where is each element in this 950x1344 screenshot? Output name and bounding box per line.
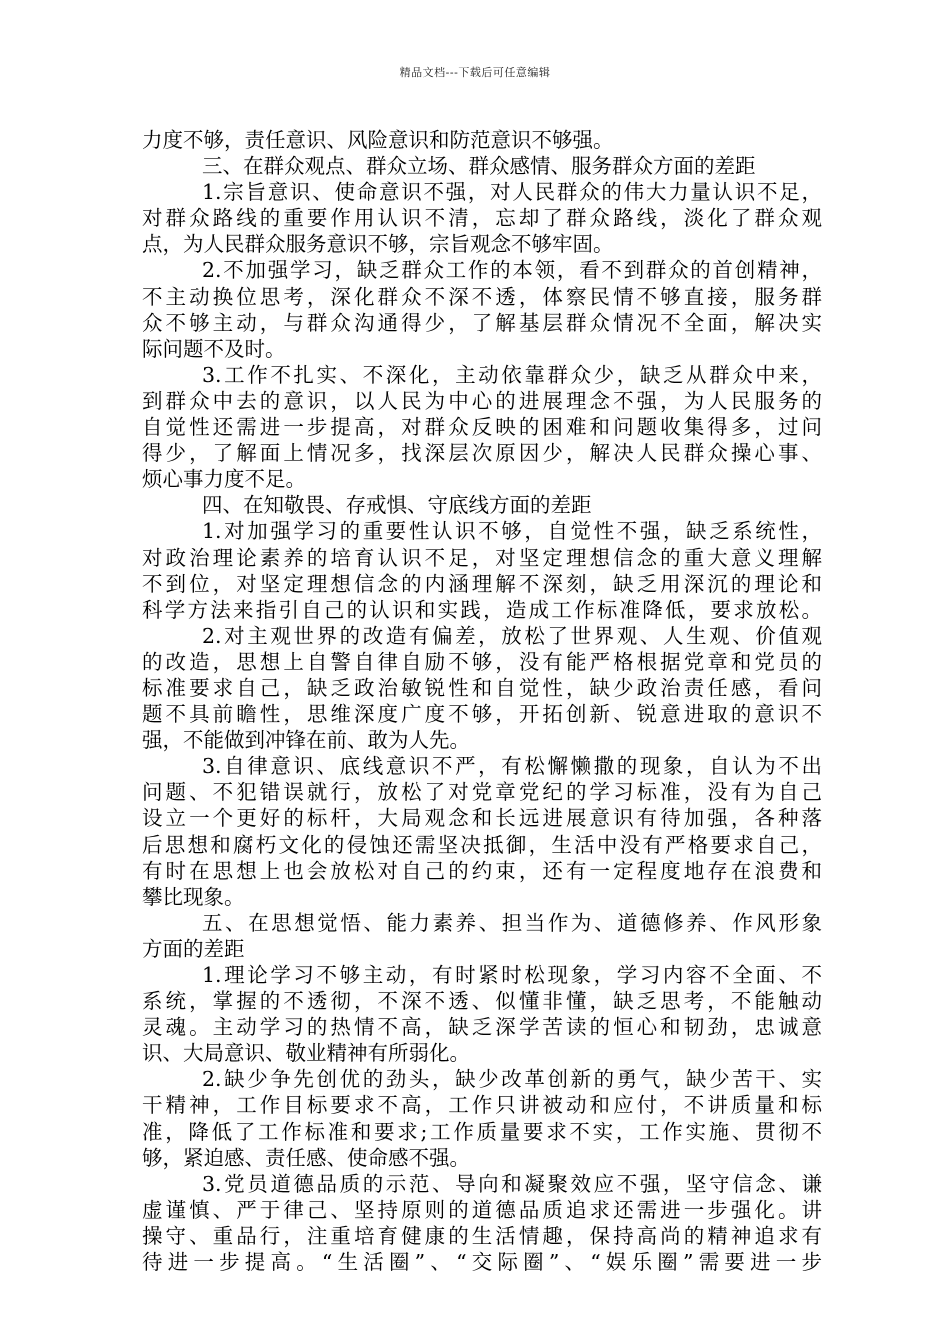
text-line: 3.工作不扎实、不深化，主动依靠群众少，缺乏从群众中来，	[202, 362, 822, 387]
text-line: 的改造，思想上自警自律自励不够，没有能严格根据党章和党员的	[142, 649, 822, 674]
text-line: 烦心事力度不足。	[142, 467, 306, 492]
text-line: 标准要求自己，缺乏政治敏锐性和自觉性，缺少政治责任感，看问	[142, 675, 822, 700]
text-line: 2.对主观世界的改造有偏差，放松了世界观、人生观、价值观	[202, 623, 822, 648]
page-header: 精品文档---下载后可任意编辑	[399, 66, 551, 79]
text-line: 四、在知敬畏、存戒惧、守底线方面的差距	[202, 493, 592, 518]
text-line: 际问题不及时。	[142, 336, 286, 361]
text-line: 系统，掌握的不透彻，不深不透、似懂非懂，缺乏思考，不能触动	[142, 989, 822, 1014]
text-line: 得少，了解面上情况多，找深层次原因少，解决人民群众操心事、	[142, 441, 822, 466]
text-line: 3.自律意识、底线意识不严，有松懈懒撒的现象，自认为不出	[202, 754, 822, 779]
text-line: 点，为人民群众服务意识不够，宗旨观念不够牢固。	[142, 232, 614, 257]
text-line: 自觉性还需进一步提高，对群众反映的困难和问题收集得多，过问	[142, 415, 822, 440]
text-line: 有时在思想上也会放松对自己的约束，还有一定程度地存在浪费和	[142, 858, 822, 883]
text-line: 不主动换位思考，深化群众不深不透，体察民情不够直接，服务群	[142, 284, 822, 309]
text-line: 对群众路线的重要作用认识不清，忘却了群众路线，淡化了群众观	[142, 206, 822, 231]
text-line: 攀比现象。	[142, 884, 245, 909]
text-line: 对政治理论素养的培育认识不足，对坚定理想信念的重大意义理解	[142, 545, 822, 570]
text-line: 方面的差距	[142, 936, 245, 961]
text-line: 题不具前瞻性，思维深度广度不够，开拓创新、锐意进取的意识不	[142, 702, 822, 727]
text-line: 准，降低了工作标准和要求;工作质量要求不实，工作实施、贯彻不	[142, 1119, 822, 1144]
text-line: 不到位，对坚定理想信念的内涵理解不深刻，缺乏用深沉的理论和	[142, 571, 822, 596]
text-line: 问题、不犯错误就行，放松了对党章党纪的学习标准，没有为自己	[142, 780, 822, 805]
text-line: 后思想和腐朽文化的侵蚀还需坚决抵御，生活中没有严格要求自己，	[142, 832, 822, 857]
text-line: 1.理论学习不够主动，有时紧时松现象，学习内容不全面、不	[202, 963, 822, 987]
text-line: 强，不能做到冲锋在前、敢为人先。	[142, 728, 470, 753]
text-line: 待进一步提高。“生活圈”、“交际圈”、“娱乐圈”需要进一步	[142, 1250, 822, 1275]
document-body	[142, 127, 822, 1275]
text-line: 三、在群众观点、群众立场、群众感情、服务群众方面的差距	[202, 154, 756, 179]
text-line: 设立一个更好的标杆，大局观念和长远进展意识有待加强，各种落	[142, 806, 822, 831]
text-line: 操守、重品行，注重培育健康的生活情趣，保持高尚的精神追求有	[142, 1223, 822, 1248]
text-line: 1.对加强学习的重要性认识不够，自觉性不强，缺乏系统性，	[202, 519, 822, 544]
text-line: 2.不加强学习，缺乏群众工作的本领，看不到群众的首创精神，	[202, 258, 822, 283]
text-line: 干精神，工作目标要求不高，工作只讲被动和应付，不讲质量和标	[142, 1093, 822, 1118]
text-line: 灵魂。主动学习的热情不高，缺乏深学苦读的恒心和韧劲，忠诚意	[142, 1015, 822, 1040]
text-line: 3.党员道德品质的示范、导向和凝聚效应不强，坚守信念、谦	[202, 1171, 822, 1196]
text-line: 五、在思想觉悟、能力素养、担当作为、道德修养、作风形象	[202, 910, 822, 935]
text-line: 1.宗旨意识、使命意识不强，对人民群众的伟大力量认识不足，	[202, 180, 822, 205]
text-line: 众不够主动，与群众沟通得少，了解基层群众情况不全面，解决实	[142, 310, 822, 335]
text-line: 科学方法来指引自己的认识和实践，造成工作标准降低，要求放松。	[142, 597, 822, 622]
text-line: 2.缺少争先创优的劲头，缺少改革创新的勇气，缺少苦干、实	[202, 1067, 822, 1092]
text-line: 虚谨慎、严于律己、坚持原则的道德品质追求还需进一步强化。讲	[142, 1197, 822, 1222]
text-line: 到群众中去的意识，以人民为中心的进展理念不强，为人民服务的	[142, 388, 822, 413]
text-line: 识、大局意识、敬业精神有所弱化。	[142, 1041, 470, 1066]
text-line: 力度不够，责任意识、风险意识和防范意识不够强。	[142, 128, 614, 152]
text-line: 够，紧迫感、责任感、使命感不强。	[142, 1145, 470, 1170]
